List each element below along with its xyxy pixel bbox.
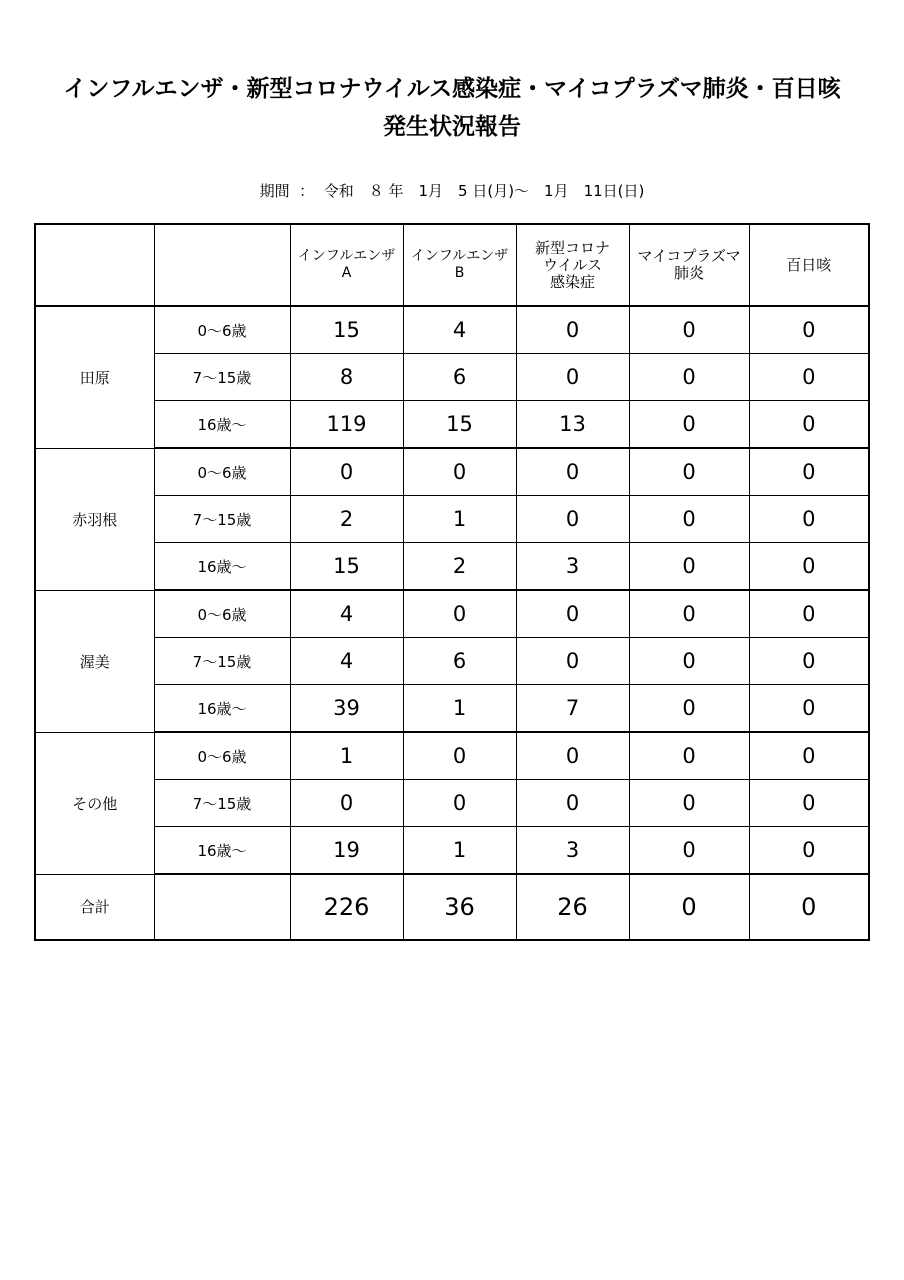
table-row <box>35 496 869 543</box>
influenza-b-count-cell: 0 <box>403 448 516 496</box>
age-group-cell: 0～6歳 <box>154 590 290 638</box>
covid-count-cell: 3 <box>516 827 629 875</box>
influenza-b-count-cell: 15 <box>403 401 516 449</box>
influenza-b-count-cell: 0 <box>403 780 516 827</box>
influenza-a-count-cell: 1 <box>290 732 403 780</box>
influenza-a-count-cell: 0 <box>290 780 403 827</box>
covid-count-cell: 13 <box>516 401 629 449</box>
table-row <box>35 306 869 354</box>
age-group-cell: 7～15歳 <box>154 780 290 827</box>
mycoplasma-count-cell: 0 <box>629 827 749 875</box>
mycoplasma-count-cell: 0 <box>629 401 749 449</box>
influenza-b-count-cell: 1 <box>403 496 516 543</box>
influenza-a-count-cell: 0 <box>290 448 403 496</box>
influenza-b-count-cell: 6 <box>403 354 516 401</box>
age-group-cell: 0～6歳 <box>154 448 290 496</box>
influenza-a-count-cell: 4 <box>290 638 403 685</box>
mycoplasma-count-cell: 0 <box>629 354 749 401</box>
header-line: A <box>341 265 352 281</box>
total-label-cell: 合計 <box>35 874 154 940</box>
table-row <box>35 780 869 827</box>
area-cell: 田原 <box>35 306 154 448</box>
mycoplasma-count-cell: 0 <box>629 590 749 638</box>
total-influenza-b-cell: 36 <box>403 874 516 940</box>
period-separator: ： <box>299 182 315 200</box>
covid-count-cell: 0 <box>516 590 629 638</box>
covid-count-cell: 3 <box>516 543 629 591</box>
age-group-cell: 0～6歳 <box>154 732 290 780</box>
total-pertussis-cell: 0 <box>749 874 869 940</box>
total-influenza-a-cell: 226 <box>290 874 403 940</box>
mycoplasma-count-cell: 0 <box>629 780 749 827</box>
pertussis-count-cell: 0 <box>749 685 869 733</box>
pertussis-count-cell: 0 <box>749 306 869 354</box>
influenza-b-count-cell: 0 <box>403 590 516 638</box>
influenza-b-count-cell: 6 <box>403 638 516 685</box>
covid-count-cell: 7 <box>516 685 629 733</box>
period-value: 令和 ８ 年 1月 5 日(月)～ 1月 11日(日) <box>323 182 645 200</box>
influenza-b-count-cell: 0 <box>403 732 516 780</box>
mycoplasma-count-cell: 0 <box>629 448 749 496</box>
covid-count-cell: 0 <box>516 306 629 354</box>
influenza-b-count-cell: 1 <box>403 685 516 733</box>
covid-count-cell: 0 <box>516 354 629 401</box>
total-covid-cell: 26 <box>516 874 629 940</box>
covid-count-cell: 0 <box>516 780 629 827</box>
total-row <box>35 874 869 940</box>
influenza-b-count-cell: 4 <box>403 306 516 354</box>
report-title-line2: 発生状況報告 <box>383 114 521 140</box>
report-table <box>34 223 870 941</box>
age-group-cell: 7～15歳 <box>154 354 290 401</box>
influenza-a-count-cell: 4 <box>290 590 403 638</box>
mycoplasma-count-cell: 0 <box>629 543 749 591</box>
pertussis-count-cell: 0 <box>749 496 869 543</box>
table-row <box>35 401 869 449</box>
pertussis-count-cell: 0 <box>749 638 869 685</box>
period-line <box>0 180 904 201</box>
age-group-cell: 16歳～ <box>154 401 290 449</box>
header-line: インフルエンザ <box>297 248 396 264</box>
table-row <box>35 685 869 733</box>
period-label: 期間 <box>259 182 290 200</box>
pertussis-count-cell: 0 <box>749 827 869 875</box>
influenza-b-count-cell: 2 <box>403 543 516 591</box>
influenza-b-count-cell: 1 <box>403 827 516 875</box>
covid-count-cell: 0 <box>516 732 629 780</box>
influenza-a-count-cell: 15 <box>290 306 403 354</box>
mycoplasma-count-cell: 0 <box>629 685 749 733</box>
header-influenza-a <box>290 224 403 306</box>
header-covid <box>516 224 629 306</box>
table-row <box>35 638 869 685</box>
influenza-a-count-cell: 2 <box>290 496 403 543</box>
covid-count-cell: 0 <box>516 496 629 543</box>
header-pertussis <box>749 224 869 306</box>
influenza-a-count-cell: 15 <box>290 543 403 591</box>
total-blank-cell <box>154 874 290 940</box>
pertussis-count-cell: 0 <box>749 401 869 449</box>
mycoplasma-count-cell: 0 <box>629 496 749 543</box>
pertussis-count-cell: 0 <box>749 590 869 638</box>
influenza-a-count-cell: 119 <box>290 401 403 449</box>
mycoplasma-count-cell: 0 <box>629 306 749 354</box>
age-group-cell: 16歳～ <box>154 827 290 875</box>
header-area-blank <box>35 224 154 306</box>
area-cell: その他 <box>35 732 154 874</box>
pertussis-count-cell: 0 <box>749 543 869 591</box>
table-row <box>35 732 869 780</box>
table-row <box>35 590 869 638</box>
mycoplasma-count-cell: 0 <box>629 638 749 685</box>
header-line: 百日咳 <box>786 255 832 274</box>
header-line: B <box>454 265 465 281</box>
covid-count-cell: 0 <box>516 638 629 685</box>
area-cell: 渥美 <box>35 590 154 732</box>
age-group-cell: 7～15歳 <box>154 496 290 543</box>
age-group-cell: 7～15歳 <box>154 638 290 685</box>
report-title-line1: インフルエンザ・新型コロナウイルス感染症・マイコプラズマ肺炎・百日咳 <box>63 76 841 102</box>
influenza-a-count-cell: 19 <box>290 827 403 875</box>
table-row <box>35 354 869 401</box>
header-line: マイコプラズマ <box>637 247 741 265</box>
header-age-blank <box>154 224 290 306</box>
header-line: インフルエンザ <box>410 248 509 264</box>
header-row <box>35 224 869 306</box>
header-mycoplasma <box>629 224 749 306</box>
mycoplasma-count-cell: 0 <box>629 732 749 780</box>
pertussis-count-cell: 0 <box>749 354 869 401</box>
header-line: 新型コロナ <box>534 238 610 257</box>
pertussis-count-cell: 0 <box>749 780 869 827</box>
table-row <box>35 448 869 496</box>
header-line: 肺炎 <box>673 264 704 282</box>
header-line: ウイルス <box>542 255 603 274</box>
pertussis-count-cell: 0 <box>749 448 869 496</box>
header-influenza-b <box>403 224 516 306</box>
age-group-cell: 16歳～ <box>154 685 290 733</box>
influenza-a-count-cell: 8 <box>290 354 403 401</box>
header-line: 感染症 <box>549 272 595 291</box>
table-row <box>35 543 869 591</box>
age-group-cell: 0～6歳 <box>154 306 290 354</box>
pertussis-count-cell: 0 <box>749 732 869 780</box>
age-group-cell: 16歳～ <box>154 543 290 591</box>
total-mycoplasma-cell: 0 <box>629 874 749 940</box>
area-cell: 赤羽根 <box>35 448 154 590</box>
influenza-a-count-cell: 39 <box>290 685 403 733</box>
covid-count-cell: 0 <box>516 448 629 496</box>
table-body <box>35 306 869 940</box>
table-row <box>35 827 869 875</box>
